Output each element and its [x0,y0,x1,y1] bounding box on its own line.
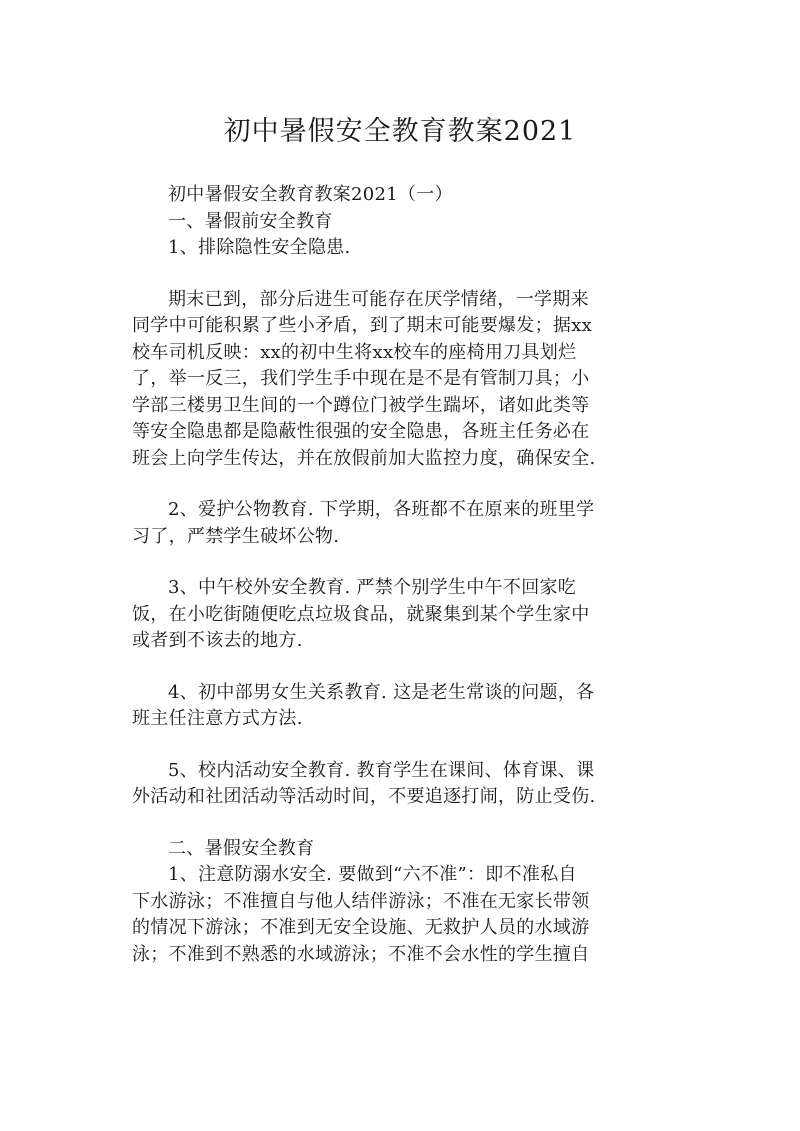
paragraph-gap [132,733,672,758]
paragraph-1 [132,287,672,473]
paragraph-line: 2、爱护公物教育. 下学期，各班都不在原来的班里学 [168,499,595,520]
paragraph-6 [132,862,672,968]
section-heading-2: 二、暑假安全教育 [168,837,315,859]
paragraph-3 [132,575,672,655]
paragraph-line: 饭，在小吃街随便吃点垃圾食品，就聚集到某个学生家中 [132,603,590,625]
paragraph-line: 5、校内活动安全教育. 教育学生在课间、体育课、课 [168,759,595,781]
paragraph-line: 下水游泳；不准擅自与他人结伴游泳；不准在无家长带领 [132,890,590,912]
paragraph-line: 同学中可能积累了些小矛盾，到了期末可能要爆发；据xx [132,315,593,336]
document-subtitle: 初中暑假安全教育教案2021（一） [168,184,453,205]
paragraph-gap [132,550,672,575]
paragraph-line: 了，举一反三，我们学生手中现在是不是有管制刀具；小 [132,368,590,389]
paragraph-line: 班会上向学生传达，并在放假前加大监控力度，确保安全. [132,447,596,469]
paragraph-line: 学部三楼男卫生间的一个蹲位门被学生踹坏，诸如此类等 [132,394,590,416]
paragraph-line: 泳；不准到不熟悉的水域游泳；不准不会水性的学生擅自 [132,943,590,965]
paragraph-line: 习了，严禁学生破坏公物. [132,525,340,547]
document-title: 初中暑假安全教育教案2021 [223,116,577,147]
paragraph-line: 外活动和社团活动等活动时间，不要追逐打闹，防止受伤. [132,786,596,807]
paragraph-4 [132,680,672,733]
paragraph-line: 的情况下游泳；不准到无安全设施、无救护人员的水域游 [132,917,590,938]
paragraph-2 [132,497,672,550]
document-body [132,182,672,968]
paragraph-gap [132,811,672,836]
paragraph-line: 3、中午校外安全教育. 严禁个别学生中午不回家吃 [168,577,577,598]
section-heading-1: 一、暑假前安全教育 [168,210,333,232]
paragraph-5 [132,758,672,811]
paragraph-gap [132,262,672,287]
paragraph-line: 或者到不该去的地方. [132,630,303,651]
paragraph-line: 1、注意防溺水安全. 要做到“六不准”：即不准私自 [168,864,577,885]
paragraph-line: 校车司机反映：xx的初中生将xx校车的座椅用刀具划烂 [132,341,577,363]
paragraph-line: 等安全隐患都是隐蔽性很强的安全隐患，各班主任务必在 [132,421,590,442]
item-heading-1: 1、排除隐性安全隐患. [168,237,351,258]
paragraph-gap [132,655,672,680]
paragraph-gap [132,472,672,497]
paragraph-line: 期末已到，部分后进生可能存在厌学情绪，一学期来 [168,288,589,310]
paragraph-line: 班主任注意方式方法. [132,708,303,729]
paragraph-line: 4、初中部男女生关系教育. 这是老生常谈的问题，各 [168,681,595,703]
